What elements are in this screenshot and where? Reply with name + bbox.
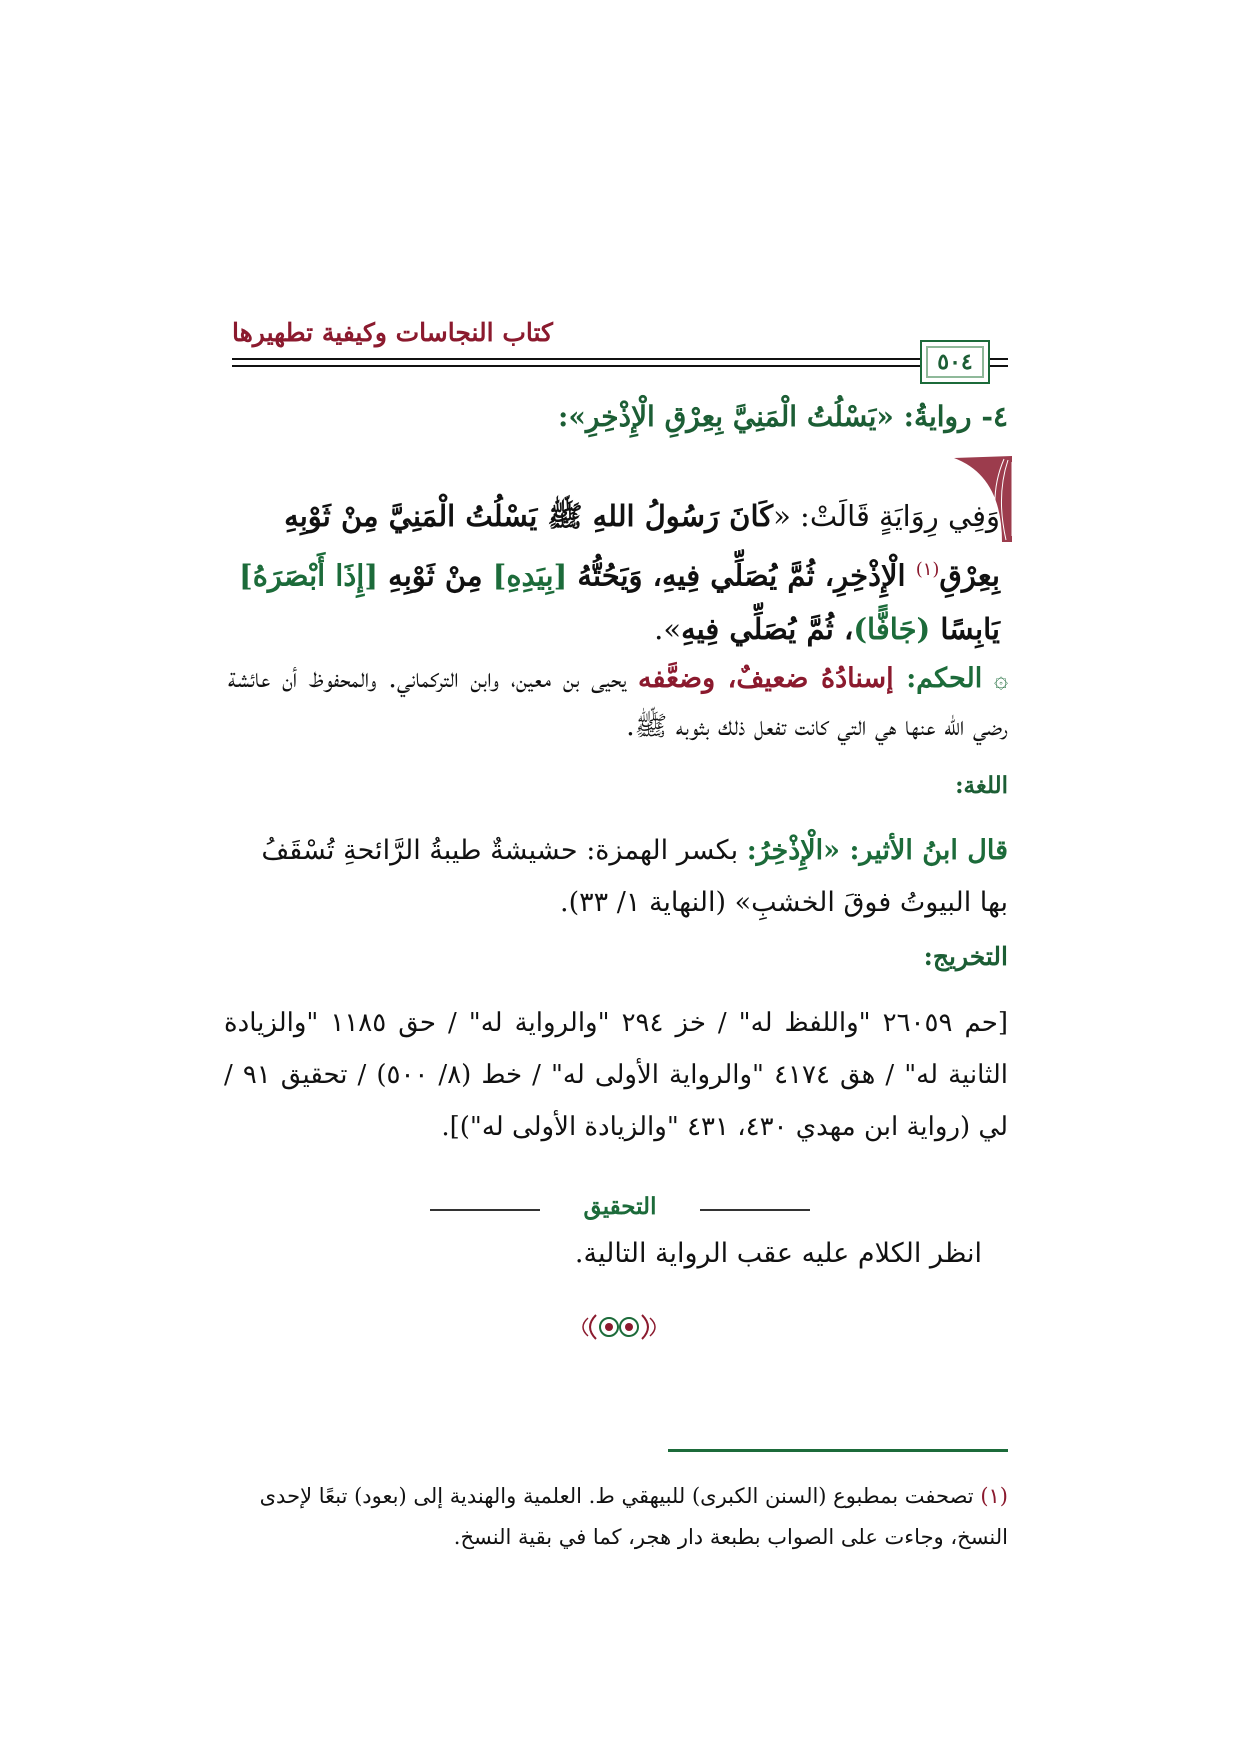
hadith-part: ، ثُمَّ يُصَلِّي فِيهِ xyxy=(681,611,854,646)
hadith-addition: [بِيَدِهِ] xyxy=(492,558,568,593)
hadith-part: كَانَ رَسُولُ اللهِ ﷺ يَسْلُتُ الْمَنِيَّ مِنْ ثَوْبِهِ بِعِرْقِ xyxy=(284,499,1000,593)
ruling-paragraph xyxy=(228,655,1008,751)
footnote-number: (١) xyxy=(980,1484,1008,1508)
language-paragraph xyxy=(228,825,1008,929)
running-header-title: كتاب النجاسات وكيفية تطهيرها xyxy=(232,318,553,347)
hadith-part: يَابِسًا xyxy=(930,611,1000,646)
language-source: قال ابنُ الأثير: xyxy=(849,835,1008,866)
hadith-addition: [إِذَا أَبْصَرَهُ] xyxy=(239,558,379,593)
page-number-frame xyxy=(920,340,990,384)
divider-line xyxy=(430,1209,540,1211)
header-rule-double xyxy=(232,365,1008,367)
hadith-outro: ». xyxy=(654,611,682,646)
language-text: بكسر الهمزة: حشيشةٌ طيبةُ الرَّائحةِ تُسْقَفُ بها البيوتُ فوقَ الخشبِ» (النهاية ١/ ٣٣). xyxy=(261,835,1008,918)
footnote xyxy=(218,1476,1008,1558)
language-heading: اللغة: xyxy=(955,772,1008,799)
ruling-label: الحكم: xyxy=(906,663,983,694)
takhrij-text: [حم ٢٦٠٥٩ "واللفظ له" / خز ٢٩٤ "والرواية له" / حق ١١٨٥ "والزيادة الثانية له" / هق ٤١٧٤ "والرواية الأولى له" / خط (٨/ ٥٠٠) / تحقيق ٩١ / لي (رواية ابن مهدي ٤٣٠، ٤٣١ "والزيادة الأولى له")]. xyxy=(224,1008,1008,1142)
ruling-verdict: إسنادُهُ ضعيفٌ، وضعَّفه xyxy=(638,663,907,694)
hadith-addition: (جَافًّا) xyxy=(853,611,931,646)
section-end-ornament-icon xyxy=(574,1310,664,1344)
tahqiq-divider xyxy=(430,1193,810,1225)
hadith-text xyxy=(230,490,1000,656)
footnote-text: تصحفت بمطبوع (السنن الكبرى) للبيهقي ط. العلمية والهندية إلى (بعود) تبعًا لإحدى النسخ، وجاءت على الصواب بطبعة دار هجر، كما في بقية النسخ. xyxy=(259,1484,1008,1549)
takhrij-heading: التخريج: xyxy=(923,942,1008,971)
divider-line xyxy=(700,1209,810,1211)
footnote-rule xyxy=(668,1449,1008,1452)
header-rule-right xyxy=(990,358,1005,360)
hadith-intro: وَفِي رِوَايَةٍ قَالَتْ: « xyxy=(773,499,1000,533)
ruling-text: يحيى بن معين، وابن التركماني. والمحفوظ أن عائشة رضي الله عنها هي التي كانت تفعل ذلك بثوبه ﷺ. xyxy=(228,663,1008,742)
flower-icon: ۞ xyxy=(993,665,1008,693)
page-number: ٥٠٤ xyxy=(937,349,973,375)
section-title: ٤- روايةُ: «يَسْلُتُ الْمَنِيَّ بِعِرْقِ الْإِذْخِرِ»: xyxy=(558,400,1008,433)
tahqiq-text: انظر الكلام عليه عقب الرواية التالية. xyxy=(574,1238,982,1269)
tahqiq-heading: التحقيق xyxy=(583,1193,657,1220)
header-rule-right-double xyxy=(990,365,1005,367)
hadith-part: مِنْ ثَوْبِهِ xyxy=(378,558,493,593)
header-rule xyxy=(232,358,1008,360)
hadith-part: الْإِذْخِرِ، ثُمَّ يُصَلِّي فِيهِ، وَيَحُتُّهُ xyxy=(567,558,916,593)
language-term: «الْإِذْخِرُ: xyxy=(746,835,850,866)
footnote-marker: (١) xyxy=(915,559,940,580)
